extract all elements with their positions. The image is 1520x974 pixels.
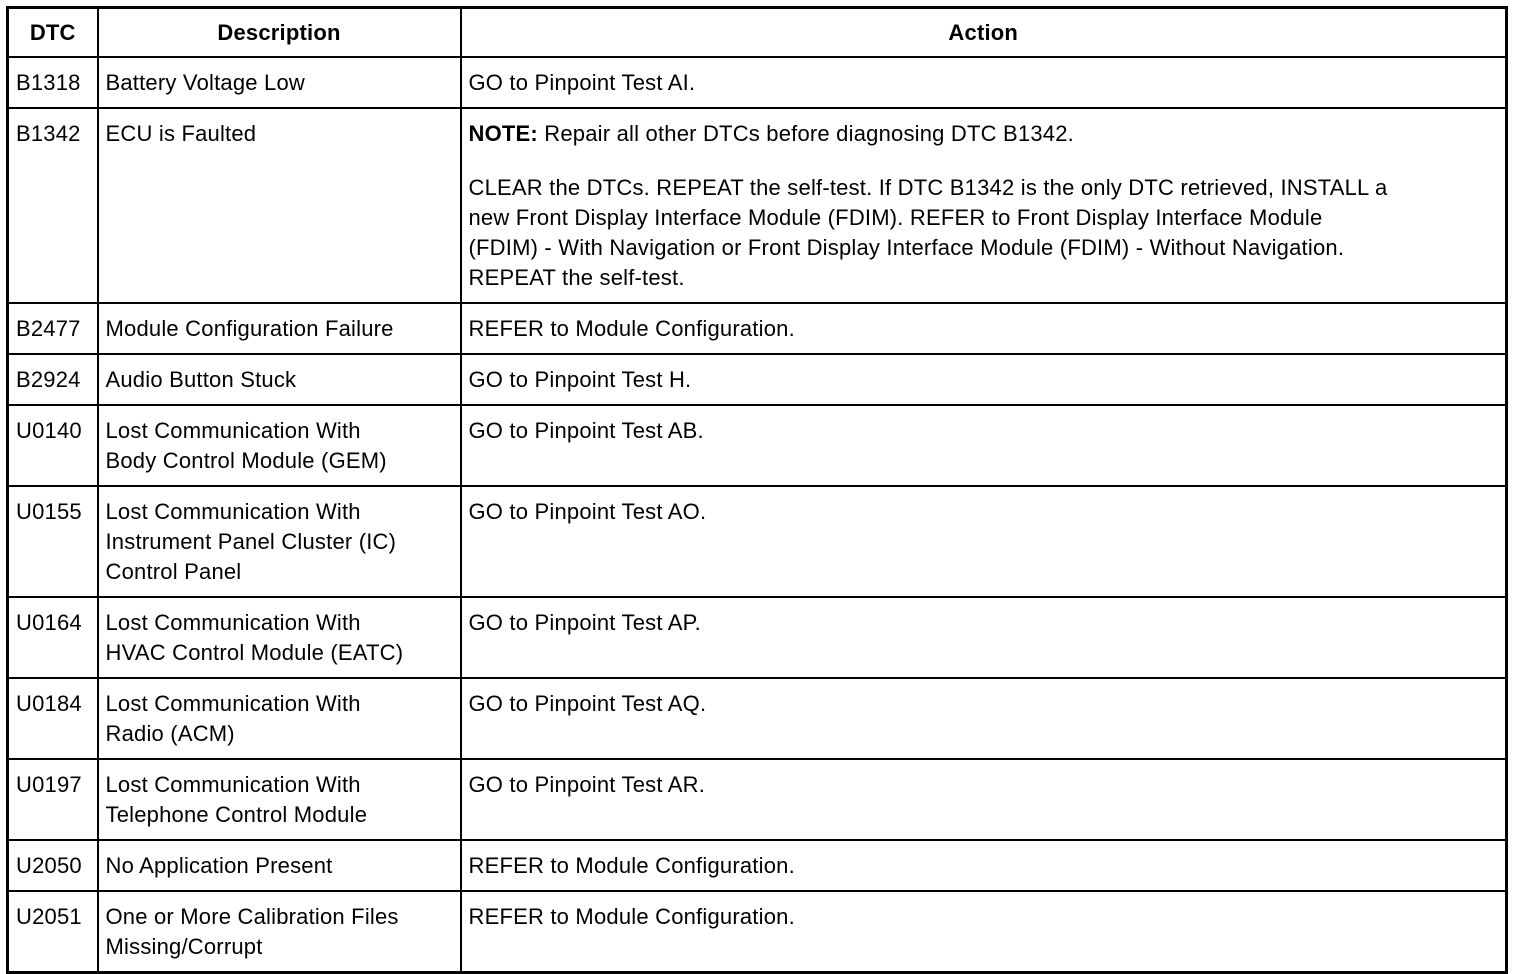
dtc-description: Audio Button Stuck	[98, 354, 461, 405]
dtc-description: ECU is Faulted	[98, 108, 461, 303]
dtc-action: GO to Pinpoint Test AO.	[461, 486, 1507, 597]
dtc-code: B1342	[8, 108, 98, 303]
dtc-code: B1318	[8, 57, 98, 108]
dtc-action: REFER to Module Configuration.	[461, 303, 1507, 354]
dtc-action: GO to Pinpoint Test AR.	[461, 759, 1507, 840]
table-row	[8, 759, 1507, 840]
dtc-code: U0184	[8, 678, 98, 759]
table-row	[8, 486, 1507, 597]
table-row	[8, 597, 1507, 678]
header-dtc: DTC	[8, 8, 98, 58]
note-label: NOTE:	[468, 121, 538, 146]
dtc-code: U2051	[8, 891, 98, 973]
dtc-action: REFER to Module Configuration.	[461, 840, 1507, 891]
table-row	[8, 678, 1507, 759]
dtc-description: Module Configuration Failure	[98, 303, 461, 354]
note-text: Repair all other DTCs before diagnosing DTC B1342.	[537, 121, 1074, 146]
dtc-description: No Application Present	[98, 840, 461, 891]
table-row	[8, 354, 1507, 405]
dtc-code: U2050	[8, 840, 98, 891]
header-action: Action	[461, 8, 1507, 58]
header-description: Description	[98, 8, 461, 58]
dtc-description: Battery Voltage Low	[98, 57, 461, 108]
dtc-description: Lost Communication With Radio (ACM)	[98, 678, 461, 759]
dtc-action: GO to Pinpoint Test AP.	[461, 597, 1507, 678]
dtc-code: B2924	[8, 354, 98, 405]
note-paragraph	[469, 119, 1499, 149]
dtc-code: U0155	[8, 486, 98, 597]
dtc-description: One or More Calibration Files Missing/Corrupt	[98, 891, 461, 973]
dtc-action: REFER to Module Configuration.	[461, 891, 1507, 973]
table-row	[8, 303, 1507, 354]
dtc-description: Lost Communication With Telephone Control Module	[98, 759, 461, 840]
dtc-code: U0164	[8, 597, 98, 678]
dtc-table	[6, 6, 1508, 974]
dtc-description: Lost Communication With Instrument Panel Cluster (IC) Control Panel	[98, 486, 461, 597]
table-row	[8, 405, 1507, 486]
dtc-description: Lost Communication With HVAC Control Module (EATC)	[98, 597, 461, 678]
table-header-row	[8, 8, 1507, 58]
dtc-code: B2477	[8, 303, 98, 354]
dtc-code: U0140	[8, 405, 98, 486]
table-row	[8, 108, 1507, 303]
table-row	[8, 840, 1507, 891]
dtc-action: GO to Pinpoint Test AI.	[461, 57, 1507, 108]
dtc-action	[461, 108, 1507, 303]
dtc-action: GO to Pinpoint Test AB.	[461, 405, 1507, 486]
action-paragraph: CLEAR the DTCs. REPEAT the self-test. If DTC B1342 is the only DTC retrieved, INSTALL a new Front Display Interface Module (FDIM). REFER to Front Display Interface Module (FDIM) - With Navigation or Front Display Interface Module (FDIM) - Without Navigation. REPEAT the self-test.	[468, 175, 1388, 290]
dtc-action: GO to Pinpoint Test H.	[461, 354, 1507, 405]
table-row	[8, 57, 1507, 108]
dtc-description: Lost Communication With Body Control Module (GEM)	[98, 405, 461, 486]
table-row	[8, 891, 1507, 973]
dtc-code: U0197	[8, 759, 98, 840]
dtc-action: GO to Pinpoint Test AQ.	[461, 678, 1507, 759]
